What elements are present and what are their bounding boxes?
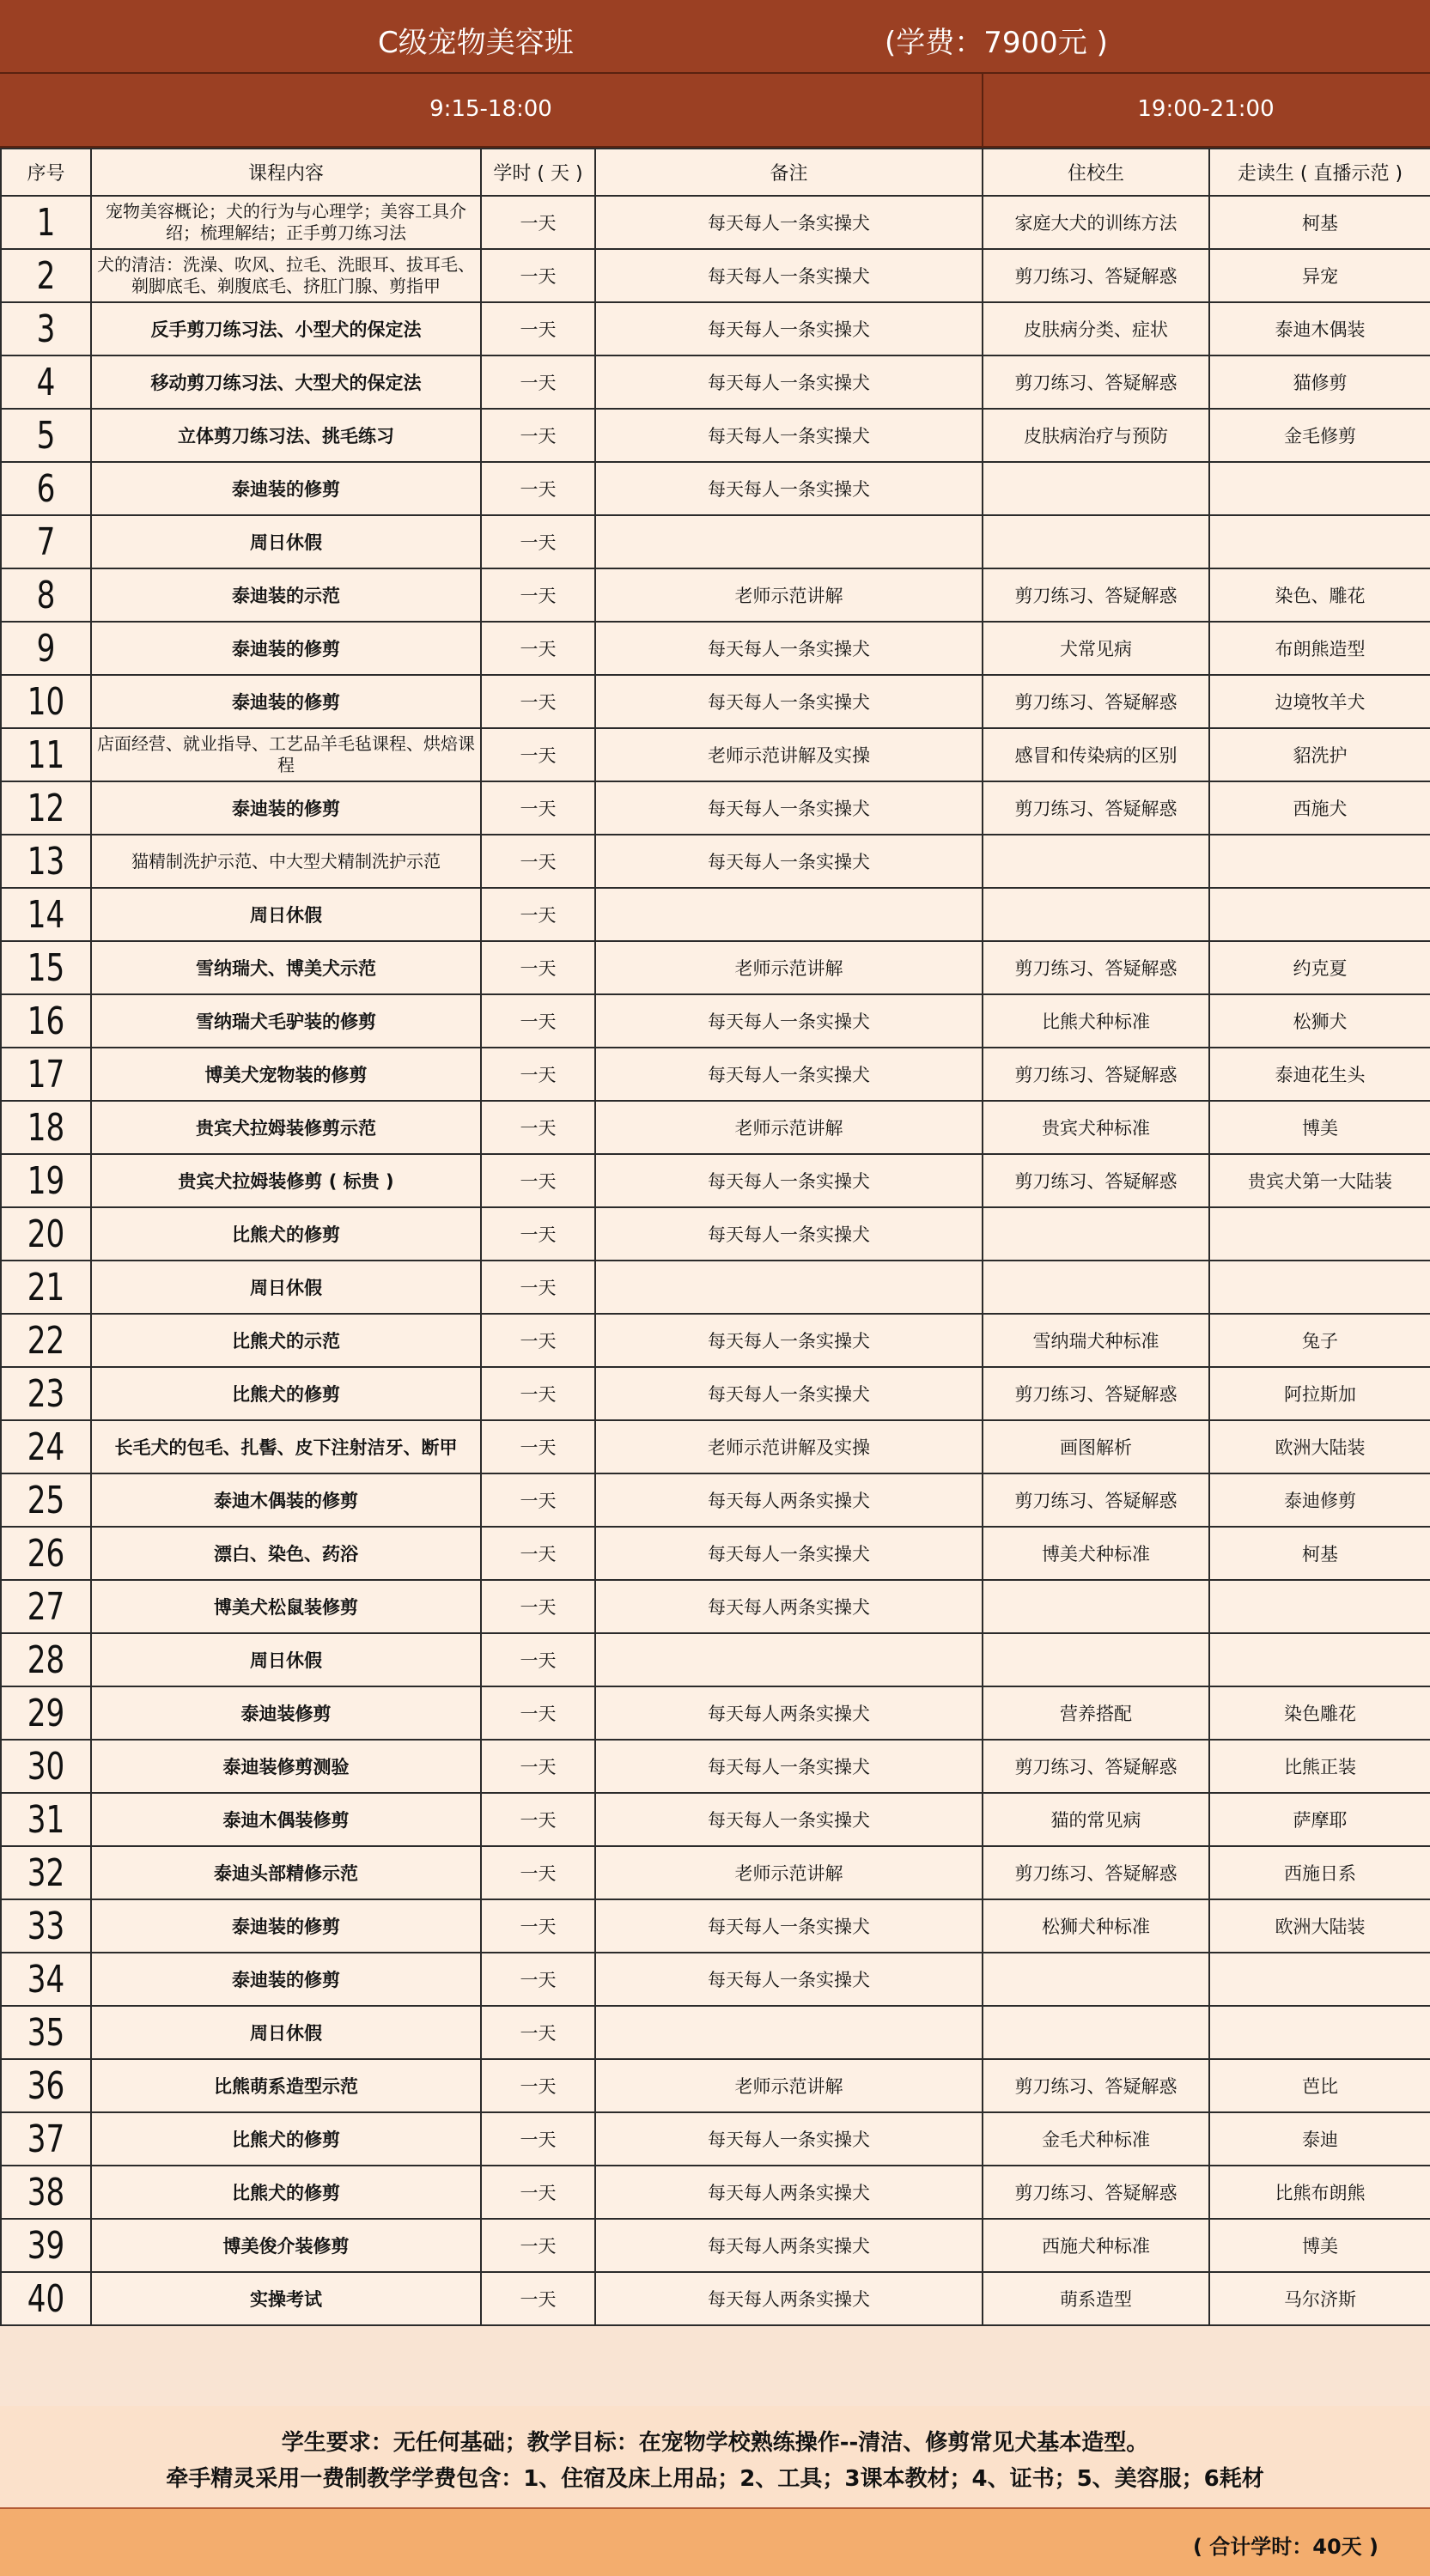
row-note: 每天每人一条实操犬 xyxy=(595,1740,983,1793)
table-row xyxy=(1,622,1430,675)
resident-topic: 猫的常见病 xyxy=(983,1793,1209,1846)
total-hours: ( 合计学时：40天 ) xyxy=(1192,2535,1378,2559)
course-content: 宠物美容概论；犬的行为与心理学；美容工具介绍；梳理解结；正手剪刀练习法 xyxy=(91,196,481,249)
row-number: 4 xyxy=(1,351,91,412)
day-student-topic: 欧洲大陆装 xyxy=(1209,1899,1430,1953)
class-hours: 一天 xyxy=(481,888,595,941)
resident-topic: 雪纳瑞犬种标准 xyxy=(983,1314,1209,1367)
day-student-topic: 猫修剪 xyxy=(1209,355,1430,409)
class-hours: 一天 xyxy=(481,1527,595,1580)
resident-topic: 金毛犬种标准 xyxy=(983,2112,1209,2166)
table-row xyxy=(1,1953,1430,2006)
resident-topic xyxy=(983,888,1209,941)
table-row xyxy=(1,2219,1430,2272)
row-number: 33 xyxy=(1,1895,91,1956)
day-student-topic: 比熊布朗熊 xyxy=(1209,2166,1430,2219)
day-student-topic: 泰迪木偶装 xyxy=(1209,302,1430,355)
resident-topic: 皮肤病治疗与预防 xyxy=(983,409,1209,462)
row-note: 每天每人一条实操犬 xyxy=(595,355,983,409)
class-hours: 一天 xyxy=(481,728,595,781)
class-hours: 一天 xyxy=(481,1899,595,1953)
table-row xyxy=(1,515,1430,568)
table-row xyxy=(1,2272,1430,2325)
resident-topic: 剪刀练习、答疑解惑 xyxy=(983,675,1209,728)
table-row xyxy=(1,1686,1430,1740)
table-row xyxy=(1,2166,1430,2219)
row-note: 每天每人一条实操犬 xyxy=(595,1207,983,1261)
table-row xyxy=(1,888,1430,941)
class-hours: 一天 xyxy=(481,1367,595,1420)
course-schedule-table xyxy=(0,148,1430,2326)
day-student-topic: 泰迪修剪 xyxy=(1209,1473,1430,1527)
row-note: 每天每人一条实操犬 xyxy=(595,196,983,249)
course-content: 实操考试 xyxy=(91,2272,481,2325)
time-slot-bar xyxy=(0,74,1430,148)
day-student-topic: 博美 xyxy=(1209,2219,1430,2272)
table-row xyxy=(1,409,1430,462)
class-hours: 一天 xyxy=(481,1793,595,1846)
class-hours: 一天 xyxy=(481,1633,595,1686)
table-row xyxy=(1,462,1430,515)
row-number: 21 xyxy=(1,1256,91,1317)
course-content: 比熊犬的示范 xyxy=(91,1314,481,1367)
resident-topic: 剪刀练习、答疑解惑 xyxy=(983,2166,1209,2219)
day-student-topic: 泰迪花生头 xyxy=(1209,1048,1430,1101)
day-student-topic: 柯基 xyxy=(1209,1527,1430,1580)
row-note: 每天每人两条实操犬 xyxy=(595,2219,983,2272)
row-number: 13 xyxy=(1,830,91,891)
row-number: 35 xyxy=(1,2002,91,2063)
row-note: 每天每人一条实操犬 xyxy=(595,1527,983,1580)
day-student-topic: 泰迪 xyxy=(1209,2112,1430,2166)
table-row xyxy=(1,1580,1430,1633)
col-header-day-student: 走读生 ( 直播示范 ) xyxy=(1209,149,1430,196)
row-number: 34 xyxy=(1,1948,91,2009)
resident-topic xyxy=(983,1953,1209,2006)
row-note: 每天每人两条实操犬 xyxy=(595,2272,983,2325)
class-hours: 一天 xyxy=(481,2166,595,2219)
table-row xyxy=(1,1846,1430,1899)
total-hours-bar xyxy=(0,2509,1430,2576)
course-content: 比熊萌系造型示范 xyxy=(91,2059,481,2112)
course-content: 漂白、染色、药浴 xyxy=(91,1527,481,1580)
row-note: 每天每人一条实操犬 xyxy=(595,835,983,888)
row-note: 每天每人一条实操犬 xyxy=(595,302,983,355)
course-content: 周日休假 xyxy=(91,1633,481,1686)
table-row xyxy=(1,1420,1430,1473)
row-number: 1 xyxy=(1,191,91,252)
day-student-topic xyxy=(1209,1633,1430,1686)
row-note xyxy=(595,1261,983,1314)
row-number: 19 xyxy=(1,1150,91,1211)
day-student-topic xyxy=(1209,835,1430,888)
table-row xyxy=(1,1473,1430,1527)
course-content: 泰迪装的修剪 xyxy=(91,462,481,515)
resident-topic: 剪刀练习、答疑解惑 xyxy=(983,1740,1209,1793)
class-hours: 一天 xyxy=(481,302,595,355)
row-note: 每天每人两条实操犬 xyxy=(595,1686,983,1740)
title-banner xyxy=(0,0,1430,74)
table-row xyxy=(1,2112,1430,2166)
row-number: 17 xyxy=(1,1043,91,1104)
class-hours: 一天 xyxy=(481,249,595,302)
table-row xyxy=(1,1793,1430,1846)
course-content: 泰迪装的修剪 xyxy=(91,622,481,675)
course-content: 雪纳瑞犬、博美犬示范 xyxy=(91,941,481,994)
table-row xyxy=(1,1048,1430,1101)
course-title: C级宠物美容班 xyxy=(378,26,574,60)
row-note: 老师示范讲解 xyxy=(595,568,983,622)
row-number: 24 xyxy=(1,1416,91,1477)
course-content: 泰迪木偶装的修剪 xyxy=(91,1473,481,1527)
class-hours: 一天 xyxy=(481,1420,595,1473)
resident-topic xyxy=(983,1261,1209,1314)
day-student-topic: 兔子 xyxy=(1209,1314,1430,1367)
row-number: 10 xyxy=(1,671,91,732)
row-note: 老师示范讲解 xyxy=(595,1101,983,1154)
class-hours: 一天 xyxy=(481,1314,595,1367)
resident-topic: 皮肤病分类、症状 xyxy=(983,302,1209,355)
day-student-topic xyxy=(1209,1261,1430,1314)
table-row xyxy=(1,1367,1430,1420)
resident-topic: 剪刀练习、答疑解惑 xyxy=(983,568,1209,622)
table-row xyxy=(1,1207,1430,1261)
resident-topic: 剪刀练习、答疑解惑 xyxy=(983,1846,1209,1899)
resident-topic: 剪刀练习、答疑解惑 xyxy=(983,1154,1209,1207)
col-header-note: 备注 xyxy=(595,149,983,196)
day-student-topic: 松狮犬 xyxy=(1209,994,1430,1048)
table-header-row xyxy=(1,149,1430,196)
row-number: 31 xyxy=(1,1789,91,1850)
day-student-topic xyxy=(1209,515,1430,568)
day-student-topic xyxy=(1209,1207,1430,1261)
row-number: 8 xyxy=(1,564,91,625)
resident-topic: 剪刀练习、答疑解惑 xyxy=(983,1048,1209,1101)
day-student-topic: 貂洗护 xyxy=(1209,728,1430,781)
resident-topic xyxy=(983,835,1209,888)
col-header-resident: 住校生 xyxy=(983,149,1209,196)
day-student-topic xyxy=(1209,2006,1430,2059)
table-row xyxy=(1,1101,1430,1154)
resident-topic: 松狮犬种标准 xyxy=(983,1899,1209,1953)
course-content: 贵宾犬拉姆装修剪 ( 标贵 ) xyxy=(91,1154,481,1207)
day-student-topic xyxy=(1209,1580,1430,1633)
table-row xyxy=(1,196,1430,249)
day-student-topic: 西施日系 xyxy=(1209,1846,1430,1899)
day-time-slot: 9:15-18:00 xyxy=(429,96,552,122)
resident-topic xyxy=(983,1580,1209,1633)
table-row xyxy=(1,355,1430,409)
row-note: 每天每人一条实操犬 xyxy=(595,675,983,728)
row-number: 16 xyxy=(1,990,91,1051)
row-note: 每天每人一条实操犬 xyxy=(595,1793,983,1846)
course-content: 泰迪装的修剪 xyxy=(91,1953,481,2006)
course-content: 泰迪装的修剪 xyxy=(91,781,481,835)
col-header-number: 序号 xyxy=(1,149,91,196)
resident-topic xyxy=(983,462,1209,515)
class-hours: 一天 xyxy=(481,1048,595,1101)
day-student-topic: 异宠 xyxy=(1209,249,1430,302)
class-hours: 一天 xyxy=(481,1261,595,1314)
class-hours: 一天 xyxy=(481,196,595,249)
row-note: 每天每人一条实操犬 xyxy=(595,249,983,302)
course-content: 猫精制洗护示范、中大型犬精制洗护示范 xyxy=(91,835,481,888)
class-hours: 一天 xyxy=(481,675,595,728)
class-hours: 一天 xyxy=(481,1686,595,1740)
row-number: 22 xyxy=(1,1309,91,1370)
class-hours: 一天 xyxy=(481,462,595,515)
class-hours: 一天 xyxy=(481,1580,595,1633)
row-note: 老师示范讲解 xyxy=(595,1846,983,1899)
table-row xyxy=(1,1314,1430,1367)
resident-topic: 剪刀练习、答疑解惑 xyxy=(983,2059,1209,2112)
table-row xyxy=(1,994,1430,1048)
course-content: 博美犬松鼠装修剪 xyxy=(91,1580,481,1633)
row-note: 每天每人一条实操犬 xyxy=(595,2112,983,2166)
row-number: 23 xyxy=(1,1363,91,1424)
row-note: 每天每人一条实操犬 xyxy=(595,462,983,515)
row-number: 32 xyxy=(1,1842,91,1903)
row-number: 27 xyxy=(1,1576,91,1637)
class-hours: 一天 xyxy=(481,2219,595,2272)
day-student-topic: 比熊正装 xyxy=(1209,1740,1430,1793)
resident-topic: 比熊犬种标准 xyxy=(983,994,1209,1048)
day-student-topic: 马尔济斯 xyxy=(1209,2272,1430,2325)
resident-topic: 剪刀练习、答疑解惑 xyxy=(983,355,1209,409)
course-content: 比熊犬的修剪 xyxy=(91,1207,481,1261)
table-row xyxy=(1,835,1430,888)
course-content: 长毛犬的包毛、扎髻、皮下注射洁牙、断甲 xyxy=(91,1420,481,1473)
class-hours: 一天 xyxy=(481,2059,595,2112)
course-content: 泰迪装修剪测验 xyxy=(91,1740,481,1793)
day-student-topic xyxy=(1209,888,1430,941)
day-student-topic: 博美 xyxy=(1209,1101,1430,1154)
class-hours: 一天 xyxy=(481,515,595,568)
day-student-topic xyxy=(1209,462,1430,515)
row-note: 每天每人一条实操犬 xyxy=(595,1048,983,1101)
row-note: 每天每人一条实操犬 xyxy=(595,994,983,1048)
resident-topic: 剪刀练习、答疑解惑 xyxy=(983,249,1209,302)
class-hours: 一天 xyxy=(481,1953,595,2006)
course-content: 泰迪木偶装修剪 xyxy=(91,1793,481,1846)
day-student-topic: 贵宾犬第一大陆装 xyxy=(1209,1154,1430,1207)
table-row xyxy=(1,941,1430,994)
course-content: 移动剪刀练习法、大型犬的保定法 xyxy=(91,355,481,409)
row-note: 每天每人一条实操犬 xyxy=(595,1367,983,1420)
course-content: 博美犬宠物装的修剪 xyxy=(91,1048,481,1101)
col-header-course: 课程内容 xyxy=(91,149,481,196)
day-student-topic: 西施犬 xyxy=(1209,781,1430,835)
class-hours: 一天 xyxy=(481,1740,595,1793)
row-note: 每天每人一条实操犬 xyxy=(595,781,983,835)
row-number: 36 xyxy=(1,2055,91,2116)
row-number: 11 xyxy=(1,724,91,785)
course-content: 周日休假 xyxy=(91,1261,481,1314)
table-row xyxy=(1,1633,1430,1686)
row-note: 老师示范讲解 xyxy=(595,941,983,994)
class-hours: 一天 xyxy=(481,1101,595,1154)
col-header-hours: 学时 ( 天 ) xyxy=(481,149,595,196)
course-content: 比熊犬的修剪 xyxy=(91,2166,481,2219)
table-row xyxy=(1,675,1430,728)
row-note: 每天每人两条实操犬 xyxy=(595,1473,983,1527)
course-content: 犬的清洁：洗澡、吹风、拉毛、洗眼耳、拔耳毛、剃脚底毛、剃腹底毛、挤肛门腺、剪指甲 xyxy=(91,249,481,302)
row-number: 6 xyxy=(1,458,91,519)
row-number: 38 xyxy=(1,2161,91,2222)
class-hours: 一天 xyxy=(481,2112,595,2166)
course-content: 反手剪刀练习法、小型犬的保定法 xyxy=(91,302,481,355)
class-hours: 一天 xyxy=(481,2272,595,2325)
resident-topic: 贵宾犬种标准 xyxy=(983,1101,1209,1154)
resident-topic: 剪刀练习、答疑解惑 xyxy=(983,1367,1209,1420)
class-hours: 一天 xyxy=(481,994,595,1048)
row-note: 每天每人一条实操犬 xyxy=(595,1899,983,1953)
resident-topic xyxy=(983,1633,1209,1686)
row-note: 老师示范讲解及实操 xyxy=(595,728,983,781)
course-content: 泰迪装的示范 xyxy=(91,568,481,622)
course-content: 贵宾犬拉姆装修剪示范 xyxy=(91,1101,481,1154)
row-number: 39 xyxy=(1,2215,91,2275)
day-student-topic: 金毛修剪 xyxy=(1209,409,1430,462)
resident-topic: 画图解析 xyxy=(983,1420,1209,1473)
table-row xyxy=(1,568,1430,622)
row-number: 12 xyxy=(1,777,91,838)
table-row xyxy=(1,1527,1430,1580)
row-note: 老师示范讲解 xyxy=(595,2059,983,2112)
resident-topic: 西施犬种标准 xyxy=(983,2219,1209,2272)
class-hours: 一天 xyxy=(481,835,595,888)
day-student-topic: 布朗熊造型 xyxy=(1209,622,1430,675)
table-row xyxy=(1,1740,1430,1793)
course-content: 立体剪刀练习法、挑毛练习 xyxy=(91,409,481,462)
resident-topic: 博美犬种标准 xyxy=(983,1527,1209,1580)
day-student-topic xyxy=(1209,1953,1430,2006)
table-row xyxy=(1,2059,1430,2112)
course-content: 周日休假 xyxy=(91,2006,481,2059)
row-number: 18 xyxy=(1,1097,91,1157)
resident-topic: 营养搭配 xyxy=(983,1686,1209,1740)
student-requirements: 学生要求：无任何基础；教学目标：在宠物学校熟练操作--清洁、修剪常见犬基本造型。 xyxy=(281,2430,1149,2456)
row-note: 每天每人一条实操犬 xyxy=(595,622,983,675)
course-content: 雪纳瑞犬毛驴装的修剪 xyxy=(91,994,481,1048)
tuition-includes: 牵手精灵采用一费制教学学费包含：1、住宿及床上用品；2、工具；3课本教材；4、证书；5、美容服；6耗材 xyxy=(166,2466,1264,2492)
course-content: 泰迪头部精修示范 xyxy=(91,1846,481,1899)
course-content: 博美俊介装修剪 xyxy=(91,2219,481,2272)
row-number: 9 xyxy=(1,617,91,678)
day-student-topic: 约克夏 xyxy=(1209,941,1430,994)
row-note xyxy=(595,888,983,941)
row-note: 老师示范讲解及实操 xyxy=(595,1420,983,1473)
table-row xyxy=(1,1154,1430,1207)
class-hours: 一天 xyxy=(481,1473,595,1527)
table-row xyxy=(1,249,1430,302)
day-student-topic: 萨摩耶 xyxy=(1209,1793,1430,1846)
tuition-fee: (学费：7900元 ) xyxy=(885,26,1108,60)
day-student-topic: 芭比 xyxy=(1209,2059,1430,2112)
class-hours: 一天 xyxy=(481,781,595,835)
day-student-topic: 欧洲大陆装 xyxy=(1209,1420,1430,1473)
requirements-footer xyxy=(0,2406,1430,2509)
course-content: 泰迪装的修剪 xyxy=(91,675,481,728)
resident-topic: 犬常见病 xyxy=(983,622,1209,675)
table-row xyxy=(1,728,1430,781)
resident-topic: 剪刀练习、答疑解惑 xyxy=(983,781,1209,835)
resident-topic xyxy=(983,515,1209,568)
course-content: 泰迪装的修剪 xyxy=(91,1899,481,1953)
row-number: 29 xyxy=(1,1682,91,1743)
row-number: 26 xyxy=(1,1522,91,1583)
row-note xyxy=(595,1633,983,1686)
day-student-topic: 边境牧羊犬 xyxy=(1209,675,1430,728)
row-number: 3 xyxy=(1,298,91,359)
row-number: 40 xyxy=(1,2268,91,2329)
row-note xyxy=(595,2006,983,2059)
row-number: 30 xyxy=(1,1735,91,1796)
row-number: 7 xyxy=(1,511,91,572)
table-row xyxy=(1,1899,1430,1953)
resident-topic: 剪刀练习、答疑解惑 xyxy=(983,941,1209,994)
class-hours: 一天 xyxy=(481,1207,595,1261)
row-number: 14 xyxy=(1,884,91,945)
class-hours: 一天 xyxy=(481,409,595,462)
row-note: 每天每人两条实操犬 xyxy=(595,2166,983,2219)
row-note: 每天每人一条实操犬 xyxy=(595,409,983,462)
day-student-topic: 阿拉斯加 xyxy=(1209,1367,1430,1420)
course-content: 比熊犬的修剪 xyxy=(91,2112,481,2166)
table-row xyxy=(1,302,1430,355)
class-hours: 一天 xyxy=(481,568,595,622)
course-content: 比熊犬的修剪 xyxy=(91,1367,481,1420)
resident-topic: 剪刀练习、答疑解惑 xyxy=(983,1473,1209,1527)
row-number: 20 xyxy=(1,1203,91,1264)
table-row xyxy=(1,1261,1430,1314)
row-note: 每天每人一条实操犬 xyxy=(595,1314,983,1367)
class-hours: 一天 xyxy=(481,355,595,409)
course-content: 店面经营、就业指导、工艺品羊毛毡课程、烘焙课程 xyxy=(91,728,481,781)
row-note xyxy=(595,515,983,568)
row-note: 每天每人一条实操犬 xyxy=(595,1953,983,2006)
resident-topic: 感冒和传染病的区别 xyxy=(983,728,1209,781)
row-number: 37 xyxy=(1,2108,91,2169)
row-number: 25 xyxy=(1,1469,91,1530)
course-content: 泰迪装修剪 xyxy=(91,1686,481,1740)
resident-topic xyxy=(983,1207,1209,1261)
resident-topic xyxy=(983,2006,1209,2059)
day-student-topic: 染色雕花 xyxy=(1209,1686,1430,1740)
row-number: 2 xyxy=(1,245,91,306)
class-hours: 一天 xyxy=(481,941,595,994)
table-row xyxy=(1,781,1430,835)
row-number: 5 xyxy=(1,404,91,465)
class-hours: 一天 xyxy=(481,622,595,675)
row-number: 28 xyxy=(1,1629,91,1690)
day-student-topic: 柯基 xyxy=(1209,196,1430,249)
row-note: 每天每人两条实操犬 xyxy=(595,1580,983,1633)
course-content: 周日休假 xyxy=(91,888,481,941)
class-hours: 一天 xyxy=(481,1154,595,1207)
evening-time-slot: 19:00-21:00 xyxy=(1137,96,1275,122)
class-hours: 一天 xyxy=(481,2006,595,2059)
resident-topic: 家庭大犬的训练方法 xyxy=(983,196,1209,249)
class-hours: 一天 xyxy=(481,1846,595,1899)
row-number: 15 xyxy=(1,937,91,998)
resident-topic: 萌系造型 xyxy=(983,2272,1209,2325)
course-content: 周日休假 xyxy=(91,515,481,568)
row-note: 每天每人一条实操犬 xyxy=(595,1154,983,1207)
table-row xyxy=(1,2006,1430,2059)
day-student-topic: 染色、雕花 xyxy=(1209,568,1430,622)
